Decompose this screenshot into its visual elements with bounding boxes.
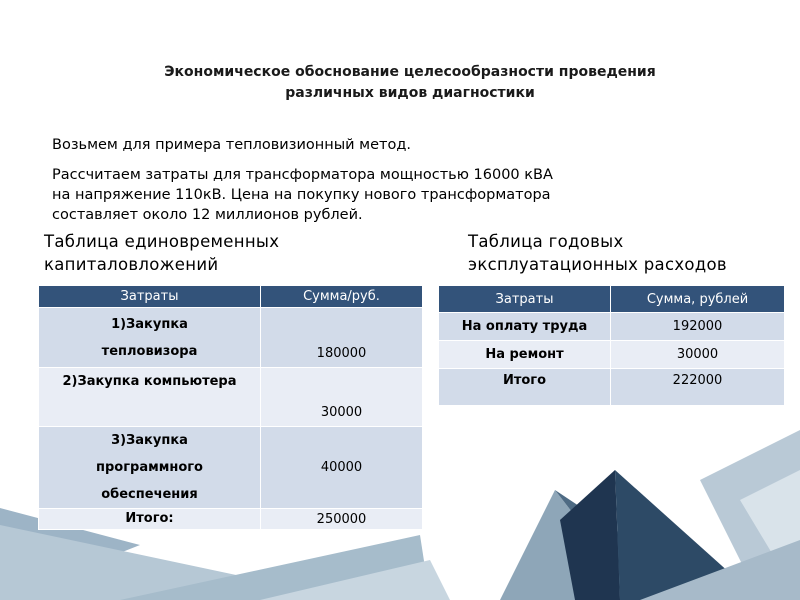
slide-title-line-1: Экономическое обоснование целесообразности проведения: [164, 64, 656, 80]
row-value: 222000: [611, 369, 785, 406]
table-header-row: [39, 286, 423, 308]
table-row-total: [439, 369, 785, 406]
row-label: [39, 308, 261, 368]
table-row: [439, 313, 785, 341]
row-label: [39, 368, 261, 427]
table2-caption: Таблица годовых эксплуатационных расходов: [468, 232, 727, 274]
table1-caption: Таблица единовременных капиталовложений: [44, 232, 280, 274]
row-label: [39, 427, 261, 509]
table-header-row: [439, 286, 785, 313]
row-label-line: 1)Закупка: [111, 316, 188, 332]
row-label: На ремонт: [439, 341, 611, 369]
capital-investment-table: [38, 285, 423, 530]
row-label-line: 2)Закупка компьютера: [62, 374, 237, 389]
row-value: 30000: [261, 368, 423, 427]
calculation-paragraph: Рассчитаем затраты для трансформатора мощностью 16000 кВА на напряжение 110кВ. Цена на покупку нового трансформатора составляет около 12 миллионов рублей.: [52, 167, 553, 223]
row-label: Итого: [439, 369, 611, 406]
row-label: На оплату труда: [439, 313, 611, 341]
intro-paragraph: Возьмем для примера тепловизионный метод.: [52, 137, 411, 153]
row-label-line: программного: [96, 460, 203, 475]
column-header-sum: Сумма/руб.: [261, 286, 423, 308]
table-row: [439, 341, 785, 369]
row-label-line: тепловизора: [101, 343, 198, 359]
column-header-sum: Сумма, рублей: [611, 286, 785, 313]
table-row: [39, 368, 423, 427]
row-value: 40000: [261, 427, 423, 509]
table-row-total: [39, 509, 423, 530]
row-label-line: Итого:: [125, 511, 174, 526]
operating-expenses-table: [438, 285, 785, 406]
row-value: 250000: [261, 509, 423, 530]
row-label: [39, 509, 261, 530]
slide-title-line-2: различных видов диагностики: [285, 85, 535, 101]
row-value: 30000: [611, 341, 785, 369]
table-row: [39, 427, 423, 509]
column-header-costs: Затраты: [39, 286, 261, 308]
row-label-line: обеспечения: [101, 487, 198, 502]
slide-title: [60, 62, 760, 104]
row-label-line: 3)Закупка: [111, 433, 188, 448]
row-value: 192000: [611, 313, 785, 341]
row-value: 180000: [261, 308, 423, 368]
column-header-costs: Затраты: [439, 286, 611, 313]
table-row: [39, 308, 423, 368]
